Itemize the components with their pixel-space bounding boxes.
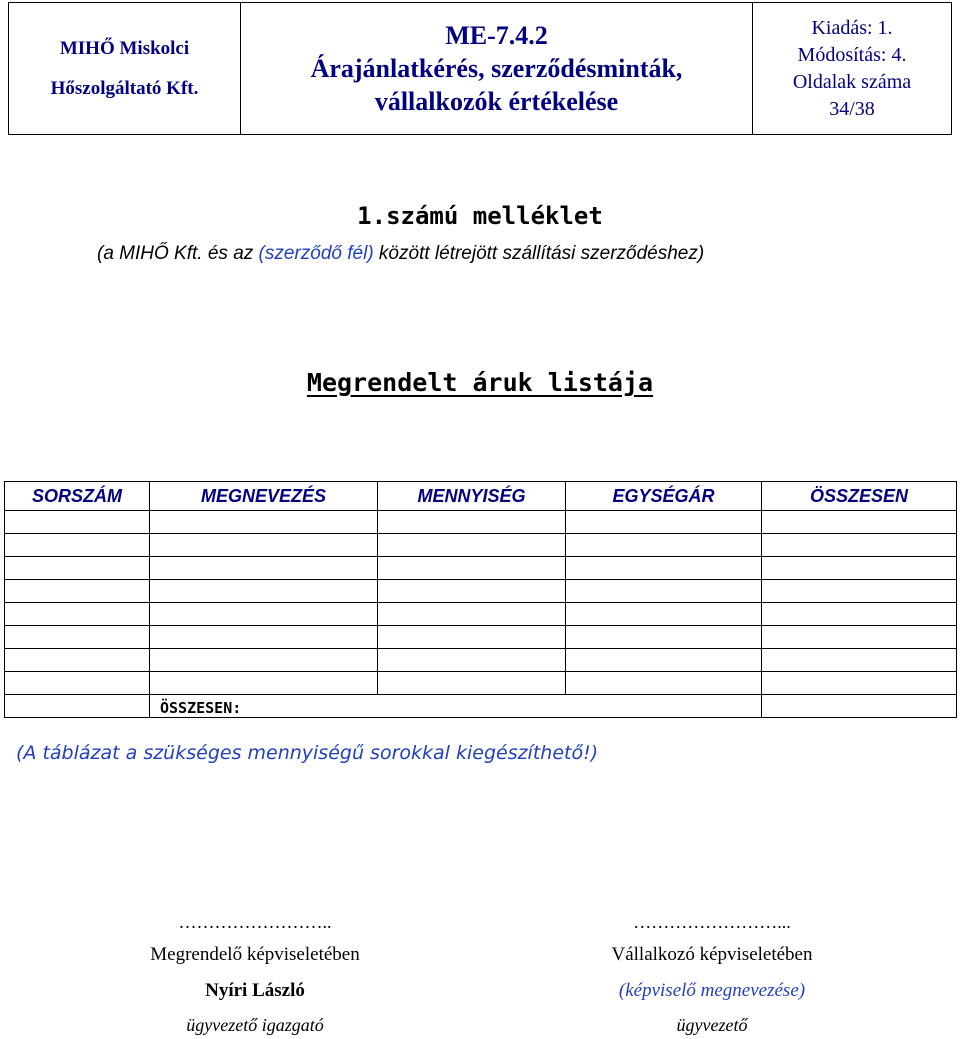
signature-line-left: …………………….. bbox=[178, 912, 332, 932]
table-note: (A táblázat a szükséges mennyiségű sorokkal kiegészíthető!) bbox=[16, 742, 599, 764]
table-cell[interactable] bbox=[566, 649, 762, 672]
table-row bbox=[5, 580, 957, 603]
table-row bbox=[5, 672, 957, 695]
table-cell[interactable] bbox=[5, 534, 150, 557]
doc-title-line1: Árajánlatkérés, szerződésminták, bbox=[310, 54, 683, 83]
table-cell[interactable] bbox=[150, 649, 378, 672]
table-cell[interactable] bbox=[150, 580, 378, 603]
column-header-total: ÖSSZESEN bbox=[762, 482, 957, 511]
doc-code: ME-7.4.2 bbox=[445, 21, 548, 50]
modification: Módosítás: 4. bbox=[797, 43, 907, 66]
signature-role-left: Megrendelő képviseletében bbox=[150, 944, 360, 965]
table-cell[interactable] bbox=[762, 534, 957, 557]
table-cell[interactable] bbox=[5, 557, 150, 580]
edition: Kiadás: 1. bbox=[811, 16, 893, 39]
table-row bbox=[5, 649, 957, 672]
company-name-line1: MIHŐ Miskolci bbox=[59, 37, 190, 59]
table-cell[interactable] bbox=[378, 580, 566, 603]
signatory-position-right: ügyvezető bbox=[676, 1015, 748, 1035]
annex-subtitle bbox=[97, 243, 704, 265]
annex-sub-part1: (a MIHŐ Kft. és az bbox=[97, 243, 259, 264]
table-cell[interactable] bbox=[566, 626, 762, 649]
company-cell bbox=[9, 3, 241, 135]
table-cell[interactable] bbox=[5, 580, 150, 603]
doc-title-line2: vállalkozók értékelése bbox=[374, 87, 619, 116]
table-cell[interactable] bbox=[150, 626, 378, 649]
table-cell[interactable] bbox=[378, 534, 566, 557]
table-cell[interactable] bbox=[762, 626, 957, 649]
table-cell[interactable] bbox=[150, 672, 378, 695]
doc-title-cell bbox=[241, 3, 753, 135]
doc-meta-cell bbox=[753, 3, 952, 135]
table-cell[interactable] bbox=[378, 557, 566, 580]
grand-total-cell[interactable] bbox=[762, 695, 957, 718]
table-cell[interactable] bbox=[378, 649, 566, 672]
table-cell[interactable] bbox=[762, 580, 957, 603]
ordered-items-table bbox=[4, 481, 957, 718]
table-cell[interactable] bbox=[566, 603, 762, 626]
table-row bbox=[5, 626, 957, 649]
table-row bbox=[5, 534, 957, 557]
table-cell[interactable] bbox=[5, 603, 150, 626]
table-cell[interactable] bbox=[378, 626, 566, 649]
column-header-name: MEGNEVEZÉS bbox=[150, 482, 378, 511]
column-header-unit-price: EGYSÉGÁR bbox=[566, 482, 762, 511]
column-header-quantity: MENNYISÉG bbox=[378, 482, 566, 511]
table-cell[interactable] bbox=[5, 649, 150, 672]
total-label: ÖSSZESEN: bbox=[150, 695, 762, 718]
annex-sub-part2: között létrejött szállítási szerződéshez) bbox=[373, 243, 705, 264]
table-cell[interactable] bbox=[378, 603, 566, 626]
company-name-line2: Hőszolgáltató Kft. bbox=[50, 77, 199, 99]
table-row bbox=[5, 603, 957, 626]
table-cell[interactable] bbox=[566, 557, 762, 580]
document-header bbox=[8, 2, 952, 135]
signatory-name-right: (képviselő megnevezése) bbox=[618, 980, 806, 1001]
table-cell[interactable] bbox=[566, 511, 762, 534]
table-cell[interactable] bbox=[762, 649, 957, 672]
table-cell[interactable] bbox=[150, 603, 378, 626]
signature-line-right: ……………………... bbox=[633, 912, 791, 932]
table-cell[interactable] bbox=[566, 580, 762, 603]
signatory-position-left: ügyvezető igazgató bbox=[186, 1015, 324, 1035]
annex-title: 1.számú melléklet bbox=[357, 202, 603, 230]
table-cell[interactable] bbox=[378, 672, 566, 695]
total-row bbox=[5, 695, 957, 718]
table-cell[interactable] bbox=[150, 511, 378, 534]
table-cell[interactable] bbox=[150, 557, 378, 580]
table-cell[interactable] bbox=[150, 534, 378, 557]
table-row bbox=[5, 557, 957, 580]
table-cell[interactable] bbox=[5, 511, 150, 534]
total-spacer-cell bbox=[5, 695, 150, 718]
table-cell[interactable] bbox=[566, 672, 762, 695]
table-cell[interactable] bbox=[762, 672, 957, 695]
table-cell[interactable] bbox=[762, 511, 957, 534]
table-cell[interactable] bbox=[378, 511, 566, 534]
table-header-row bbox=[5, 482, 957, 511]
table-cell[interactable] bbox=[566, 534, 762, 557]
table-row bbox=[5, 511, 957, 534]
signatory-name-left: Nyíri László bbox=[205, 980, 305, 1001]
signature-role-right: Vállalkozó képviseletében bbox=[611, 944, 813, 965]
table-cell[interactable] bbox=[5, 626, 150, 649]
pages-label: Oldalak száma bbox=[792, 70, 912, 93]
table-cell[interactable] bbox=[5, 672, 150, 695]
table-cell[interactable] bbox=[762, 603, 957, 626]
table-cell[interactable] bbox=[762, 557, 957, 580]
page-number: 34/38 bbox=[829, 97, 875, 120]
list-title: Megrendelt áruk listája bbox=[306, 368, 654, 397]
annex-sub-party: (szerződő fél) bbox=[258, 243, 374, 264]
column-header-serial: SORSZÁM bbox=[5, 482, 150, 511]
